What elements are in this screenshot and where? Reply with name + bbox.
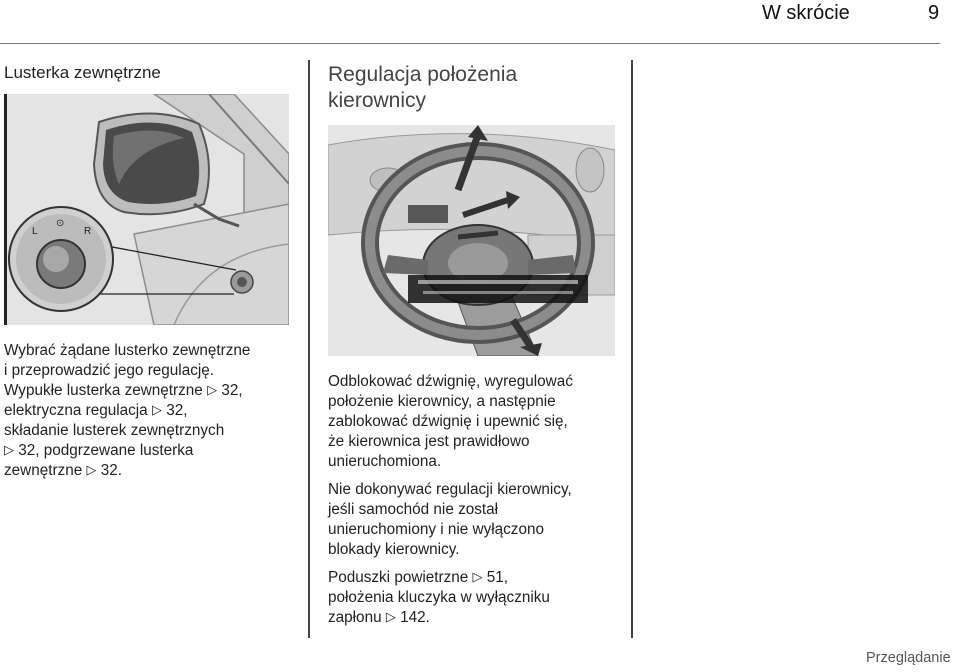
ref-line-2: elektryczna regulacja ▷ 32, (4, 402, 188, 419)
ref-line-1: Wypukłe lusterka zewnętrzne ▷ 32, (4, 382, 243, 399)
section-heading-steering: Regulacja położenia kierownicy (328, 63, 518, 112)
switch-label-left: L (32, 226, 38, 237)
mirror-adjust-figure (4, 94, 289, 325)
column-divider-left (308, 60, 310, 638)
ref-line-5: zewnętrzne ▷ 32. (4, 462, 122, 479)
ref-line-3: składanie lusterek zewnętrznych (4, 422, 225, 439)
page-number: 9 (928, 2, 940, 24)
steering-adjust-text: Odblokować dźwignię, wyregulować położenie kierownicy, a następnie zablokować dźwignię i upewnić się, że kierownica jest prawidłowo unieruchomiona. Nie dokonywać regulacji kierownicy, jeśli samochód nie został unieruchomiony i nie wyłączono blokady kierownicy. Poduszki powietrzne ▷ 51, położenia kluczyka w wyłączniku zapłonu ▷ 142. (328, 372, 628, 628)
page-reference-arrow-icon: ▷ (86, 462, 97, 477)
section-heading-mirrors: Lusterka zewnętrzne (4, 63, 161, 82)
switch-label-center: ⊙ (56, 218, 65, 229)
switch-label-right: R (84, 226, 92, 237)
footer-browse-label: Przeglądanie (866, 650, 951, 666)
ref-line-4: ▷ 32, podgrzewane lusterka (4, 442, 194, 459)
header-rule (0, 43, 940, 44)
page-reference-arrow-icon: ▷ (385, 609, 396, 624)
page-reference-arrow-icon: ▷ (207, 382, 218, 397)
steering-adjust-figure (328, 125, 615, 356)
page-reference-arrow-icon: ▷ (151, 402, 162, 417)
ref-line-airbags: Poduszki powietrzne ▷ 51, (328, 569, 509, 586)
mirror-adjust-illustration-icon (4, 94, 289, 325)
running-header-title: W skrócie (762, 2, 850, 24)
page-reference-arrow-icon: ▷ (472, 569, 483, 584)
ref-line-ignition: zapłonu ▷ 142. (328, 609, 430, 626)
column-divider-right (631, 60, 633, 638)
page-reference-arrow-icon: ▷ (4, 442, 14, 457)
steering-wheel-adjust-illustration-icon (328, 125, 615, 356)
mirrors-intro-text: Wybrać żądane lusterko zewnętrzne i przeprowadzić jego regulację. Wypukłe lusterka zewnętrzne ▷ 32, elektryczna regulacja ▷ 32, składanie lusterek zewnętrznych ▷ 32, podgrzewane lusterka zewnętrzne ▷ 32. (4, 341, 304, 481)
